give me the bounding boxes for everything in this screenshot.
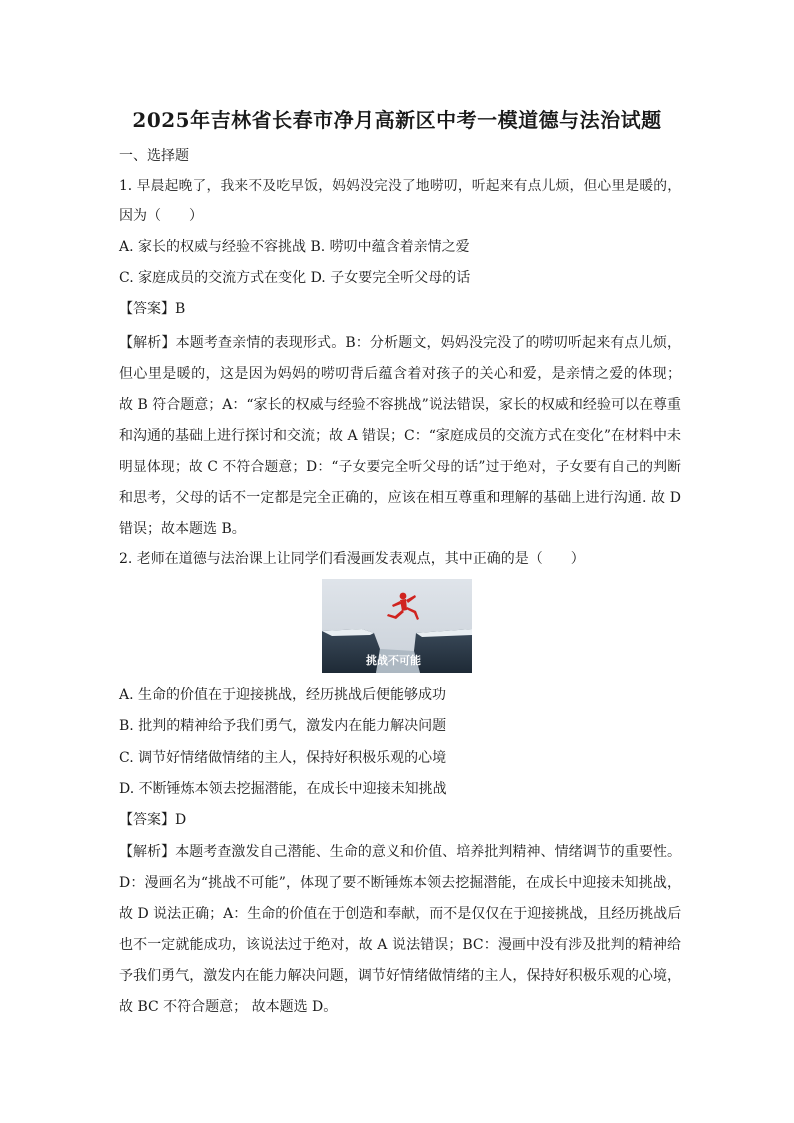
section-heading: 一、选择题 [119,148,189,164]
q1-analysis-line: 和思考，父母的话不一定都是完全正确的，应该在相互尊重和理解的基础上进行沟通. 故 D [119,490,681,506]
q1-analysis-line: 但心里是暖的，这是因为妈妈的唠叨背后蕴含着对孩子的关心和爱，是亲情之爱的体现； [119,366,681,382]
q1-analysis-line: 故 B 符合题意；A：“家长的权威与经验不容挑战”说法错误，家长的权威和经验可以在尊重 [119,397,681,413]
q2-option-d: D. 不断锤炼本领去挖掘潜能，在成长中迎接未知挑战 [119,781,447,797]
q2-answer: 【答案】D [119,812,187,828]
q1-answer: 【答案】B [119,301,186,317]
q1-analysis-line: 明显体现；故 C 不符合题意；D：“子女要完全听父母的话”过于绝对，子女要有自己的判断 [119,459,681,475]
q2-analysis-line: D：漫画名为“挑战不可能”，体现了要不断锤炼本领去挖掘潜能，在成长中迎接未知挑战， [119,875,681,891]
q1-analysis-line: 和沟通的基础上进行探讨和交流；故 A 错误；C：“家庭成员的交流方式在变化”在材料中未 [119,428,682,444]
q2-analysis-line: 予我们勇气，激发内在能力解决问题，调节好情绪做情绪的主人，保持好积极乐观的心境， [119,968,681,984]
document-title: 2025年吉林省长春市净月高新区中考一模道德与法治试题 [132,108,662,132]
comic-caption: 挑战不可能 [366,654,421,667]
q2-option-a: A. 生命的价值在于迎接挑战，经历挑战后便能够成功 [119,687,447,703]
q2-analysis-line: 故 D 说法正确；A：生命的价值在于创造和奉献，而不是仅仅在于迎接挑战，且经历挑战后 [119,906,682,922]
q1-analysis-line: 错误；故本题选 B。 [119,521,246,537]
q2-option-b: B. 批判的精神给予我们勇气，激发内在能力解决问题 [119,718,447,734]
q2-option-c: C. 调节好情绪做情绪的主人，保持好积极乐观的心境 [119,750,447,766]
q2-analysis-line: 故 BC 不符合题意； 故本题选 D。 [119,999,338,1015]
q2-analysis-line: 【解析】本题考查激发自己潜能、生命的意义和价值、培养批判精神、情绪调节的重要性。 [119,844,681,860]
q1-stem-line1: 1. 早晨起晚了，我来不及吃早饭，妈妈没完没了地唠叨，听起来有点儿烦，但心里是暖的， [119,178,681,194]
q1-options-line1: A. 家长的权威与经验不容挑战 B. 唠叨中蕴含着亲情之爱 [119,239,470,255]
q2-stem: 2. 老师在道德与法治课上让同学们看漫画发表观点，其中正确的是（ ） [119,551,585,567]
q1-analysis-line: 【解析】本题考查亲情的表现形式。B：分析题文，妈妈没完没了的唠叨听起来有点儿烦， [119,335,681,351]
q1-stem-line2: 因为（ ） [119,208,203,224]
q1-options-line2: C. 家庭成员的交流方式在变化 D. 子女要完全听父母的话 [119,270,471,286]
q2-analysis-line: 也不一定就能成功，该说法过于绝对，故 A 说法错误；BC：漫画中没有涉及批判的精神给 [119,937,681,953]
